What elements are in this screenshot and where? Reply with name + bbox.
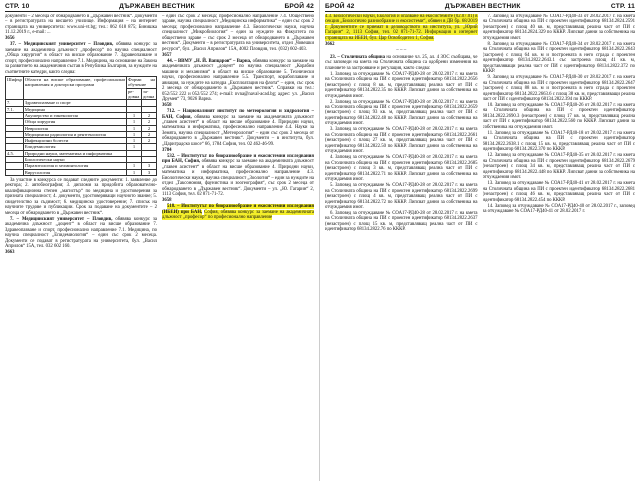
table-row: Обща хирургия 1 2 — [6, 119, 157, 125]
code: 3662 — [325, 41, 335, 47]
left-page-column-2 — [162, 14, 314, 474]
paragraph: 44. – ВВМУ „Н. Й. Вапцаров“ – Варна, обявява конкурс за заемане на академичната длъжност „доцент“ по научна специалност „Корабни машини и механизми“ в област на висше образование 5. Технически науки, професионално направление 5.5. Транспорт, корабоплаване и авиация, за нуждите на катедра „Експлоатация на флота“ – един, със срок 2 месеца от обнародването в „Държавен вестник“. Справки на тел.: 052/552 222 и 052/552 274; e-mail: nvna@naval-acad.bg; адрес: ул. „Васил Друмев“ 73, 9026 Варна. — [162, 58, 314, 102]
code: 3658 — [162, 198, 172, 204]
list-item: 8. Заповед за отчуждаване № СОА17-РД40-34 от 28.02.2017 г. на кмета на Столичната община на ПИ с проектен идентификатор 68134.2822.2643 (застроен) с площ 64 кв. м и построената в него сграда с проектен идентификатор 68134.2822.2643.1 със застроена площ 41 кв. м, представляващи реална част от ПИ с идентификатор 68134.2822.372 по КККР. — [482, 41, 635, 75]
list-item: 4. Заповед за отчуждаване № СОА17-РД40-28 от 28.02.2017 г. на кмета на Столичната община на ПИ с проектен идентификатор 68134.2822.2685 (незастроен) с площ 3 кв. м, представляващ реална част от ПИ с идентификатор 68134.2822.71 по КККР. Липсват данни за собственика на отчуждаемия имот. — [325, 155, 478, 183]
paragraph: документи – 2 месеца от обнародването в „Държавен вестник“. Документи – в регистратурата на висшето училище. Информация – на интернет страницата на университета: www.uni-vt.bg; тел.: 062 618 875; Бинишка 11.12.2019 г., e-mail: ... — [5, 14, 157, 36]
table-row: 4.5. Природни науки, математика и информатика — [6, 150, 157, 156]
code: 3663 — [5, 250, 15, 255]
list-item: 10. Заповед за отчуждаване № СОА17-РД40-26 от 28.02.2017 г. на кмета на Столичната община на ПИ с проектен идентификатор 68134.2822.2690.3 (незастроен) с площ 17 кв. м, представляващ реална част от ПИ с идентификатор 68134.2822.560 по КККР. Липсват данни за собственика на отчуждаемия имот. — [482, 103, 635, 130]
paragraph: – един със срок 2 месеца; професионално направление 7.4. Обществено здраве, научна специалност „Медицинска информатика“ – един със срок 2 месеца; професионално направление 4.3. Биологически науки, научна специалност „Микробиология“ – един за нуждите на Факултета по обществено здраве – със срок 2 месеца от обнародването в „Държавен вестник“. Документи – в регистратурата на университета, отдел „Човешки ресурси“, бул. „Васил Априлов“ 15А, 4002 Пловдив, тел. (032) 602-403. — [162, 14, 314, 52]
page-number: СТР. 10 — [5, 3, 30, 10]
table-row: Паразитология и хелминтология 1 3 — [6, 163, 157, 169]
right-page-column-2 — [483, 14, 636, 474]
list-item: 5. Заповед за отчуждаване № СОА17-РД40-28 от 28.02.2017 г. на кмета на Столичната община на ПИ с проектен идентификатор 68134.2822.2699 (незастроен) с площ 4 кв. м, представляващ реална част от ПИ с идентификатор 68134.2822.72 по КККР. Липсват данни за собственика на отчуждаемия имот. — [325, 183, 478, 210]
list-item: 6. Заповед за отчуждаване № СОА17-РД40-28 от 28.02.2017 г. на кмета на Столичната община на ПИ с проектен идентификатор 68134.2822.2637 (незастроен) с площ 15 кв. м, представляващ реална част от ПИ с идентификатор 68134.2822.76 по КККР. — [325, 211, 478, 233]
table-header: за-дочна — [142, 88, 157, 100]
page-number: СТР. 11 — [610, 3, 635, 10]
table-header: Шифър — [6, 77, 24, 100]
separator: – – – — [396, 48, 407, 54]
paragraph: За участие в конкурса се подават следните документи: 1. заявление до ректора; 2. автобиография; 3. дипломи за придобита образователно-квалификационна степен „магистър“ по медицина и удостоверения за призната специалност; 4. документи, удостоверяващи научното звание; 5. свидетелство за съдимост; 6. медицинско удостоверение; 7. списък на научните трудове и публикации. Срок за подаване на документите – 2 месеца от обнародването в „Държавен вестник“. — [5, 177, 157, 216]
code: 3656 — [5, 36, 15, 42]
table-row: Биологически науки — [6, 157, 157, 163]
paragraph: 7. – Медицинският университет – Пловдив, обявява конкурс за академична длъжност „доцент“ в област на висше образование 7. Здравеопазване и спорт, професионално направление 7.1. Медицина, по научна специалност „Епидемиология“ – един със срок 2 месеца. Документи се подават в регистратурата на университета, бул. „Васил Априлов“ 15А, тел. 032 602 160. — [5, 216, 157, 249]
paragraph: 37. – Медицинският университет – Пловдив, обявява конкурс за заемане на академична длъжност „професор“ по научна специалност „Обща хирургия“ в област на висше образование 7. Здравеопазване и спорт, професионално направление 7.1. Медицина, на основание на Закона за развитието на академичния състав в Република България, за нуждите на съответните катедри, както следва: — [5, 42, 157, 75]
code: 3658 — [162, 103, 172, 109]
programs-table — [5, 76, 157, 176]
table-row: 7.1. Медицина — [6, 106, 157, 112]
publication-title: ДЪРЖАВЕН ВЕСТНИК — [119, 3, 195, 10]
issue-number: БРОЙ 42 — [284, 3, 314, 10]
code: 3784 — [162, 147, 172, 153]
list-item: 14. Заповед за отчуждаване № СОА17-РД40-40 от 28.02.2017 г., заповед за отчуждаване № СОА17-РД40-41 от 28.02.2017 г. — [482, 203, 635, 215]
paragraph: 712. – Националният институт по метеорология и хидрология – БАН, София, обявява конкурс за заемане на академичната длъжност „главен асистент“ в област на висше образование 4. Природни науки, математика и информатика, професионално направление 4.4. Науки за Земята, научна специалност „Метеорология“ – един със срок 2 месеца от обнародването в „Държавен вестник“. Документи – в институтa, бул. „Цариградско шосе“ 66, 1784 София, тел. 02 462-46-99. — [162, 109, 314, 147]
list-item: 7. Заповед за отчуждаване № СОА17-РД40-33 от 28.02.2017 г. на кмета на Столичната община на ПИ с проектен идентификатор 68134.2824.2591 (незастроен) с площ 40 кв. м, представляващ реална част от ПИ с идентификатор 68134.2824.329 по КККР. Липсват данни за собственика на отчуждаемия имот. — [482, 14, 635, 41]
paragraph: 23. – Столичната община на основание чл. 25, ал. 4 ЗОС съобщава, че със заповеди на кмета на Столичната община са одобрени изменения на плановете за застрояване и регулация, както следва: — [325, 54, 478, 71]
table-row: Медицинска радиология и рентгенология 1 2 — [6, 131, 157, 137]
list-item: 13. Заповед за отчуждаване № СОА17-РД40-41 от 28.02.2017 г. на кмета на Столичната община на ПИ с проектен идентификатор 68134.2822.2681 (незастроен) с площ 46 кв. м, представляващ реална част от ПИ с идентификатор 68134.2822.454 по КККР. — [482, 181, 635, 203]
code: 3657 — [162, 52, 172, 58]
list-item: 3. Заповед за отчуждаване № СОА17-РД40-28 от 28.02.2017 г. на кмета на Столичната община на ПИ с проектен идентификатор 68134.2822.2661 (незастроен) с площ 27 кв. м, представляващ реална част от ПИ с идентификатор 68134.2822.50 по КККР. Липсват данни за собственика на отчуждаемия имот. — [325, 127, 478, 155]
list-item: 11. Заповед за отчуждаване № СОА17-РД40-18 от 28.02.2017 г. на кмета на Столичната община на ПИ с проектен идентификатор 68134.2822.2638.1 с площ 15 кв. м, представляващ реална част от ПИ с идентификатор 68134.2822.370 по КККР. — [482, 130, 635, 153]
highlighted-paragraph: 4.3. Биологически науки, Екология и опазване на екосистемите (02.07.01) в секция „Биологично разнообразие и екосистеми“, обявен в ДВ бр. 68/2019 г. Документите се приемат в деловодството на института, ул. „Юрий Гагарин“ 2, 1113 София, тел. 02 871-71-72. Информация в интернет страницата на ИБЕИ, бул. Цар Освободител 1, София. — [325, 14, 478, 41]
issue-number: БРОЙ 42 — [325, 3, 355, 10]
publication-title: ДЪРЖАВЕН ВЕСТНИК — [444, 3, 521, 10]
table-row: 7. Здравеопазване и спорт — [6, 100, 157, 106]
list-item: 2. Заповед за отчуждаване № СОА17-РД40-28 от 28.02.2017 г. на кмета на Столичната община на ПИ с проектен идентификатор 68134.2822.2659 (незастроен) с площ 93 кв. м, представляващ реална част от ПИ с идентификатор 68134.2822.48 по КККР. Липсват данни за собственика на отчуждаемия имот. — [325, 99, 478, 127]
list-item: 12. Заповед за отчуждаване № СОА17-РД40-35 от 28.02.2017 г. на кмета на Столичната община на ПИ с проектен идентификатор 68134.2822.2679 (незастроен) с площ 34 кв. м, представляващ реална част от ПИ с идентификатор 68134.2822.448 по КККР. Липсват данни за собственика на отчуждаемия имот. — [482, 153, 635, 181]
table-row: Епидемиология 1 — [6, 144, 157, 150]
table-row: Акушерство и гинекология 1 2 — [6, 112, 157, 118]
list-item: 1. Заповед за отчуждаване № СОА17-РД40-28 от 28.02.2017 г. на кмета на Столичната община на ПИ с проектен идентификатор 68134.2822.2656 (незастроен) с площ 8 кв. м, представляващ реална част от ПИ с идентификатор 68134.2822.35 по КККР. Липсват данни за собственика на отчуждаемия имот. — [325, 71, 478, 99]
table-header: Области на висше образование, професионални направления и докторски програми — [23, 77, 126, 100]
paragraph: 532. – Институтът по биоразнообразие и екосистемни изследвания при БАН, София, обявява конкурс за заемане на академичната длъжност „главен асистент“ в област на висше образование 4. Природни науки, математика и информатика, професионално направление 4.3. Биологически науки, научна специалност „Зоология“ – един за нуждите на отдел „Таксономия, фаунистика и зоогеография“, със срок 2 месеца от обнародването в „Държавен вестник“. Документи – ул. „Ю. Гагарин“ 2, 1113 София, тел. 02 871-71-72. — [162, 153, 314, 198]
left-page-column-1 — [5, 14, 157, 474]
table-row: Неврология 1 2 — [6, 125, 157, 131]
table-row: Инфекциозни болести 1 2 — [6, 138, 157, 144]
table-header: Форми на обучение — [128, 77, 155, 88]
highlighted-paragraph: 518. – Институтът по биоразнообразие и екосистемни изследвания (ИБЕИ) при БАН, София, обявява конкурс за заемане на академичната длъжност „професор“ по професионално направление — [162, 204, 314, 221]
right-page-column-1 — [325, 14, 478, 474]
table-row: Вирусология 1 3 — [6, 169, 157, 175]
right-page — [320, 0, 640, 481]
right-page-header — [325, 3, 635, 12]
list-item: 9. Заповед за отчуждаване № СОА17-РД40-30 от 28.02.2017 г. на кмета на Столичната община на ПИ с проектен идентификатор 68134.2822.2647 (застроен) с площ 88 кв. м и построената в него сграда с проектен идентификатор 68134.2822.2663.6 с площ 38 кв. м, представляващи реална част от ПИ с идентификатор 68134.2822.394 по КККР. — [482, 75, 635, 102]
table-header: ре-довна — [127, 88, 142, 100]
left-page-header — [5, 3, 314, 12]
